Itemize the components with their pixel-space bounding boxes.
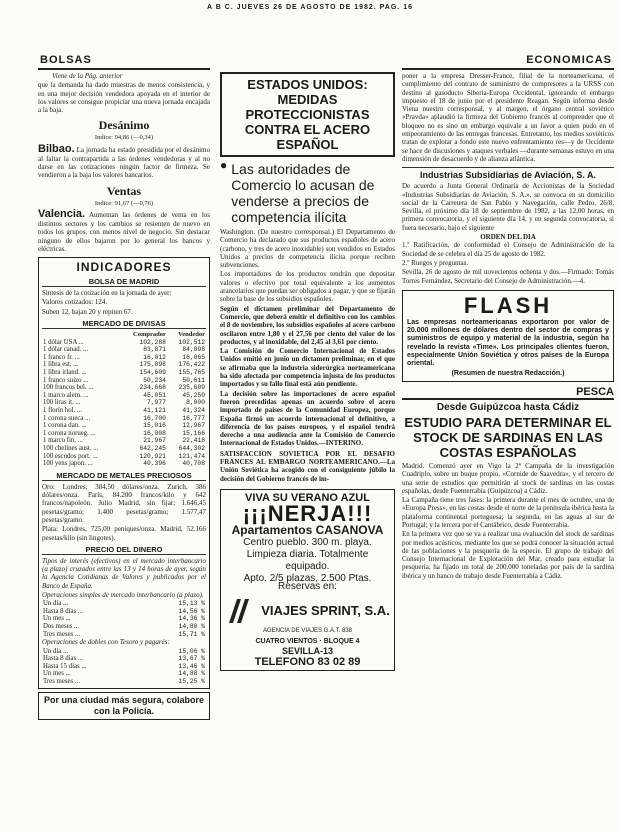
ventas-index: Indice: 91,67 (—0,76) (94, 199, 154, 207)
dinero-row (42, 670, 206, 678)
city-valencia: Valencia. (38, 207, 86, 220)
row-value: 15,13 % (178, 600, 205, 608)
subhead: Las autoridades de Comercio lo acusan de venderse a precios de competencia ilícita (231, 161, 375, 225)
para-3: Según el dictamen preliminar del Departamento de Comercio, que deberá emitir el definitivo con los cambios el 8 de noviembre, los subsidios españoles al acero carbono oscilaron entre 1,80 y el 27,56 por ciento del valor de los productos, y al inoxidable, del 2,45 al 3,61 por ciento. (220, 304, 395, 346)
flash-box (402, 290, 614, 382)
row-value: 50,234 (143, 376, 166, 384)
row-label: 1 dólar canad. ... (43, 346, 89, 354)
row-value: 16,008 (143, 429, 166, 437)
headline: ESTADOS UNIDOS: MEDIDAS PROTECCIONISTAS CONTRA EL ACERO ESPAÑOL (244, 77, 371, 152)
ad-line-1: VIVA SU VERANO AZUL (245, 491, 370, 504)
pesca-section: PESCA (402, 386, 614, 400)
row-value: 12,967 (182, 422, 205, 430)
row-value: 15,25 % (178, 677, 205, 685)
dinero-row (42, 600, 206, 608)
bolsa-madrid-title: BOLSA DE MADRID (42, 277, 206, 287)
divisa-row (42, 407, 206, 415)
row-value: 41,324 (182, 406, 205, 414)
row-value: 235,609 (178, 384, 205, 392)
sprint-name: VIAJES SPRINT, S.A. (261, 602, 390, 618)
row-label: 1 franco fr. ... (43, 353, 80, 361)
rule-right (402, 68, 614, 70)
orden-dia: ORDEN DEL DIA (480, 233, 536, 242)
row-value: 84,098 (182, 346, 205, 354)
para-6: SATISFACCION SOVIETICA POR EL DESAFIO FRANCES AL EMBARGO NORTEAMERICANO.—La Unión Soviética ha acogido con el consiguiente júbilo la decisión del Gobierno francés de im- (220, 449, 395, 483)
sprint-logo-icon (225, 595, 257, 627)
ad-address: CUATRO VIENTOS · BLOQUE 4 (255, 638, 360, 646)
ventas-title: Ventas (106, 183, 142, 198)
ad-phone: TELEFONO 83 02 89 (254, 655, 361, 668)
subhead-row (220, 158, 395, 225)
row-label: 1 marco fin. ... (43, 437, 83, 445)
desanimo-index: Indice: 94,86 (—0,34) (94, 134, 154, 142)
row-label: 1 marco alem. ... (43, 391, 89, 399)
divisa-row (42, 377, 206, 385)
desanimo-title: Desánimo (98, 118, 150, 133)
dinero-sub: Operaciones simples de mercado interbancario (a plazo). (42, 591, 204, 599)
row-value: 234,668 (139, 384, 166, 392)
row-label: 100 yens japon. ... (43, 460, 93, 468)
row-value: 15,06 % (178, 647, 205, 655)
row-value: 16,777 (182, 414, 205, 422)
row-value: 14,56 % (178, 607, 205, 615)
row-value: 16,700 (143, 414, 166, 422)
row-value: 15,71 % (178, 630, 205, 638)
divisa-row (42, 361, 206, 369)
dinero-title: PRECIO DEL DINERO (42, 545, 206, 555)
row-value: 8,000 (186, 399, 205, 407)
flash-foot: (Resumen de nuestra Redacción.) (451, 369, 565, 377)
section-left: BOLSAS (40, 54, 92, 66)
para-5: La decisión sobre las importaciones de acero español fueron precedidas apenas un acuerdo sobre el acero importado de países de la Comunidad Europea, porque España firmó un acuerdo internacional el definitivo, a diferencia de los países europeos, y el español tendrá derecho a una audiencia ante la Comisión de Comercio Internacional de Estados Unidos.—INTERINO. (220, 389, 395, 448)
divisa-row (42, 339, 206, 347)
divisa-row (42, 392, 206, 400)
industrias-title: Industrias Subsidiarias de Aviación, S. A. (402, 167, 614, 180)
orden-2: 2.º Ruegos y preguntas. (402, 258, 469, 267)
dinero-row (42, 648, 206, 656)
divisa-row (42, 437, 206, 445)
column-bolsas (38, 72, 210, 828)
column-economicas (402, 72, 614, 828)
row-value: 40,396 (143, 460, 166, 468)
row-label: Un mes ... (43, 615, 71, 623)
ad-agency: AGENCIA DE VIAJES G.A.T. 838 (262, 628, 353, 635)
dinero-row (42, 631, 206, 639)
row-label: 1 dólar USA ... (43, 338, 84, 346)
row-label: 100 francos bel. ... (43, 384, 94, 392)
orden-1: 1.º Ratificación, de conformidad el Consejo de Administración de la Sociedad de se celebra el día 25 de agosto de 1982. (402, 241, 614, 258)
flash-title: FLASH (463, 292, 553, 318)
row-value: 642,245 (139, 444, 166, 452)
pesca-para-2: La Campaña tiene tres fases: la primera durante el mes de octubre, una de «Europa Press», en las costas desde el norte de la península ibérica hasta la plataforma continental portuguesa; la segunda, en las aguas al sur de Portugal; y la tercera por el Cantábrico, desde Fuenterrabía. (402, 496, 614, 529)
row-value: 15,016 (143, 422, 166, 430)
section-right: ECONOMICAS (526, 54, 612, 66)
row-label: Un día ... (43, 647, 69, 655)
row-label: 1 corona dan. ... (43, 422, 87, 430)
row-value: 176,422 (178, 361, 205, 369)
indicadores-title: INDICADORES (76, 260, 172, 275)
dinero-row (42, 663, 206, 671)
row-label: 1 franco suizo ... (43, 376, 89, 384)
divisa-row (42, 415, 206, 423)
dinero-row (42, 623, 206, 631)
orden-3: Sevilla, 26 de agosto de mil novecientos ochenta y dos.—Firmado: Tomás Torres Fernández, Secretario del Consejo de Administración.—4. (402, 268, 614, 285)
divisa-row (42, 422, 206, 430)
row-label: 1 libra irland. ... (43, 369, 87, 377)
ad-city: SEVILLA-13 (281, 645, 333, 656)
row-value: 102,512 (178, 338, 205, 346)
row-value: 50,611 (182, 376, 205, 384)
row-value: 154,609 (139, 369, 166, 377)
ventas-text: Aumentan las órdenes de venta en los distintos sectores y los cambios se resienten de nuevo en todos los grupos, con menos nivel de negocio. Sin destacar ninguno de ellos bajaron por lo general los bancos y eléctricas. (38, 210, 210, 253)
divisas-table (42, 331, 206, 468)
row-value: 15,166 (182, 429, 205, 437)
city-bilbao: Bilbao. (38, 142, 75, 155)
divisas-col-header (42, 331, 120, 339)
valores-cotizados: Valores cotizados: 124. (42, 298, 108, 307)
row-label: Tres meses ... (43, 677, 80, 685)
divisa-row (42, 369, 206, 377)
dinero-table-2 (42, 648, 206, 686)
row-label: Tres meses ... (43, 630, 80, 638)
para-4: La Comisión de Comercio Internacional de Estados Unidos emitió en junio un dictamen preliminar, en el que se afirmaba que la industria siderúrgica norteamericana ha sido afectada por competencia injusta de los productos importados y su fallo final está aún pendiente. (220, 347, 395, 389)
bullet-icon: ● (220, 158, 228, 172)
row-value: 41,121 (143, 406, 166, 414)
dinero-row (42, 678, 206, 686)
row-value: 155,765 (178, 369, 205, 377)
row-label: 1 florín hol. ... (43, 406, 83, 414)
ad-nerja: ¡¡¡NERJA!!! (242, 501, 373, 527)
viene-note: Viene de la Pág. anterior (52, 72, 123, 80)
row-value: 102,288 (139, 338, 166, 346)
row-value: 16,065 (182, 353, 205, 361)
ad-reservas: Reservas en: (278, 580, 337, 592)
nerja-ad (220, 489, 395, 671)
rule-left (38, 68, 210, 70)
row-value: 121,474 (178, 452, 205, 460)
row-value: 120,921 (139, 452, 166, 460)
bolsa-text: Sintesis de la cotización en la jornada de ayer: (42, 289, 172, 298)
divisas-title: MERCADO DE DIVISAS (42, 319, 206, 329)
sprint-logo (225, 595, 390, 627)
pesca-headline: ESTUDIO PARA DETERMINAR EL STOCK DE SARDINAS EN LAS COSTAS ESPAÑOLAS (404, 414, 612, 460)
para-2: Los importadores de los productos tendrán que depositar valores o efectivo por total equivalente a los aumentos arancelarios que puedan ser obligados a pagar, y que se fijarán sobre la base de los subsidios españoles. (220, 270, 395, 304)
row-label: Un mes ... (43, 670, 71, 678)
para-1: Washington. (De nuestro corresponsal.) El Departamento de Comercio ha declarado que sus productos españoles de acero (carbono, y tres de acero inoxidable) son vendidos en Estados Unidos a precios de competencia ilícita porque reciben subvenciones. (220, 228, 395, 270)
row-label: 100 liras it. ... (43, 399, 81, 407)
divisa-row (42, 346, 206, 354)
column-acero (220, 72, 395, 828)
row-value: 13,46 % (178, 662, 205, 670)
policia-box: Por una ciudad más segura, colabore con la Policía. (38, 692, 210, 720)
flash-text: Las empresas norteamericanas exportaron por valor de 20.000 millones de dólares dentro del sector de compras y suministros de equipo y material de la industria, según ha revelado la revista «Time». Los principales clientes fueron, especialmente Unión Soviética y otros países de la Europa oriental. (407, 318, 609, 368)
suben-bajan: Suben 12, bajan 20 y repiten 67. (42, 307, 133, 316)
metales-title: MERCADO DE METALES PRECIOSOS (42, 471, 206, 481)
dinero-text: Tipos de interés (efectivos) en el mercado interbancario (a plazo) cruzados entre las 13 y 14 horas de ayer, según la Agencia Cotidianas de Valores y publicados por el Banco de España. (42, 556, 206, 590)
row-value: 45,250 (182, 391, 205, 399)
divisa-row (42, 384, 206, 392)
row-value: 45,051 (143, 391, 166, 399)
row-value: 7,977 (146, 399, 166, 407)
row-value: 21,967 (143, 437, 166, 445)
row-value: 14,36 % (178, 615, 205, 623)
row-label: 100 escudos port. ... (43, 452, 98, 460)
ad-apartamentos: Apartamentos CASANOVA (231, 523, 384, 538)
ad-price: Apto. 2/5 plazas, 2.500 Ptas. (243, 572, 372, 584)
row-label: 1 corona norueg. ... (43, 429, 96, 437)
row-value: 14,80 % (178, 623, 205, 631)
row-value: 13,67 % (178, 655, 205, 663)
row-value: 175,898 (139, 361, 166, 369)
row-label: Un día ... (43, 600, 69, 608)
industrias-text: De acuerdo a Junta General Ordinaria de Accionistas de la Sociedad «Industrias Subsidiarias de Aviación, S. A.», se convoca en su domicilio social de la Carretera de San Pablo y Navegación, calle Pedro, 26/8, Sevilla, el próximo día 18 de septiembre de 1982, a las 12,00 horas, en primera convocatoria, y el siguiente día 14, y en segunda convocatoria, si fuera necesario, bajo el siguiente (402, 182, 614, 232)
divisa-row (42, 453, 206, 461)
row-value: 644,302 (178, 444, 205, 452)
row-value: 40,708 (182, 460, 205, 468)
row-value: 83,871 (143, 346, 166, 354)
divisas-col-header: Vendedor (178, 331, 205, 339)
oro-text: Oro: Londres, 384,50 dólares/onza. Zurich, 386 dólares/onza. París, 84.200 francos/kilo y 642 francos/napoleón. Julio Madrid, sin fijar; 1.646,45 pesetas/gramo; 1.400 pesetas/gramo; 1.577,47 pesetas/gramo. (42, 482, 206, 524)
dinero-row (42, 655, 206, 663)
ad-desc: Centro pueblo. 300 m. playa. Limpieza diaria. Totalmente equipado. (243, 536, 372, 572)
row-label: Hasta 8 días ... (43, 607, 84, 615)
row-label: 1 libra est. ... (43, 361, 79, 369)
divisa-row (42, 354, 206, 362)
divisa-row (42, 460, 206, 468)
row-label: 1 corona sueca ... (43, 414, 91, 422)
dinero-table-1 (42, 600, 206, 638)
row-label: 100 chelines aust. ... (43, 444, 99, 452)
divisa-row (42, 445, 206, 453)
divisa-row (42, 399, 206, 407)
pesca-para-3: En la primera vez que se va a realizar una evaluación del stock de sardinas por medios acústicos, mediante los que se podrá conocer la situación actual de las poblaciones y la pesquería de la especie. El grupo de trabajo del Consejo Internacional de Explotación del Mar, creado para estudiar la pesquería, ha fijado un total de 200.000 toneladas por país de la sardina ibérica y un banco de trabajo desde Fuenterrabía a Cádiz. (402, 530, 614, 580)
pesca-sub: Desde Guipúzcoa hasta Cádiz (436, 401, 580, 413)
dinero-row (42, 608, 206, 616)
pesca-para-1: Madrid. Comenzó ayer en Vigo la 2ª Campaña de la investigación Cuadriplo, sobre un buque propio, «Cornide de Saavedra», y el tercero de una serie de estudios que permitirán al stock de sardinas en las costas españolas, desde Fuenterrabía (Guipúzcoa) a Cádiz. (402, 461, 614, 495)
row-value: 14,88 % (178, 670, 205, 678)
running-header: A B C. JUEVES 26 DE AGOSTO DE 1982. PAG. 16 (206, 4, 413, 11)
dinero-row (42, 615, 206, 623)
dinero-sub2: Operaciones de dobles con Tesoro y pagarés: (42, 638, 170, 647)
row-value: 16,012 (143, 353, 166, 361)
row-label: Hasta 15 días ... (43, 662, 87, 670)
row-label: Dos meses ... (43, 623, 80, 631)
divisa-row (42, 430, 206, 438)
divisas-col-header: Comprador (133, 331, 166, 339)
para-dresser: poner a la empresa Dresser-France, filial de la norteamericana, el cumplimiento del contrato de suministro de compresores a la URSS con destino al gasoducto Siberia-Europa Occidental, ignorando el embargo impuesto el 18 de junio por el presidente Reagan. Según informa desde Viena nuestro corresponsal, y al margen, el órgano central soviético «Pravda» aplaudió la firmeza del Gobierno francés al comprender que el bloqueo no es sino un embargo equivale a un favor a quien pudo en el empeoramiento de las entregas francesas. Entretanto, los medios soviéticos tratan de explotar a fondo este nuevo enfrentamiento res—y de Occidente se hace de discusiones y ataques verbales —durante semanas estuvo en una dimensión de desacuerdo y de alianza atlántica. (402, 72, 614, 163)
plata-text: Plata: Londres, 725,00 peniques/onza. Madrid, 52.166 pesetas/kilo (sin lingotes). (42, 525, 206, 542)
desanimo-text: La jornada ha estado presidida por el desánimo al faltar la contrapartida a las órdenes vendedoras y al no darse en las cotizaciones ningún factor de firmeza. Se vendieron a la baja los valores bancarios. (38, 145, 210, 180)
intro-text: que la demanda ha dado muestras de menos consistencia, y en una mejor decisión vendedora apoyada en el interior de los valores se consigue propiciar una nueva jornada encajada a la baja. (38, 81, 210, 115)
headline-box (220, 72, 395, 157)
row-value: 22,418 (182, 437, 205, 445)
row-label: Hasta 8 días ... (43, 655, 84, 663)
indicadores-box (38, 257, 210, 688)
